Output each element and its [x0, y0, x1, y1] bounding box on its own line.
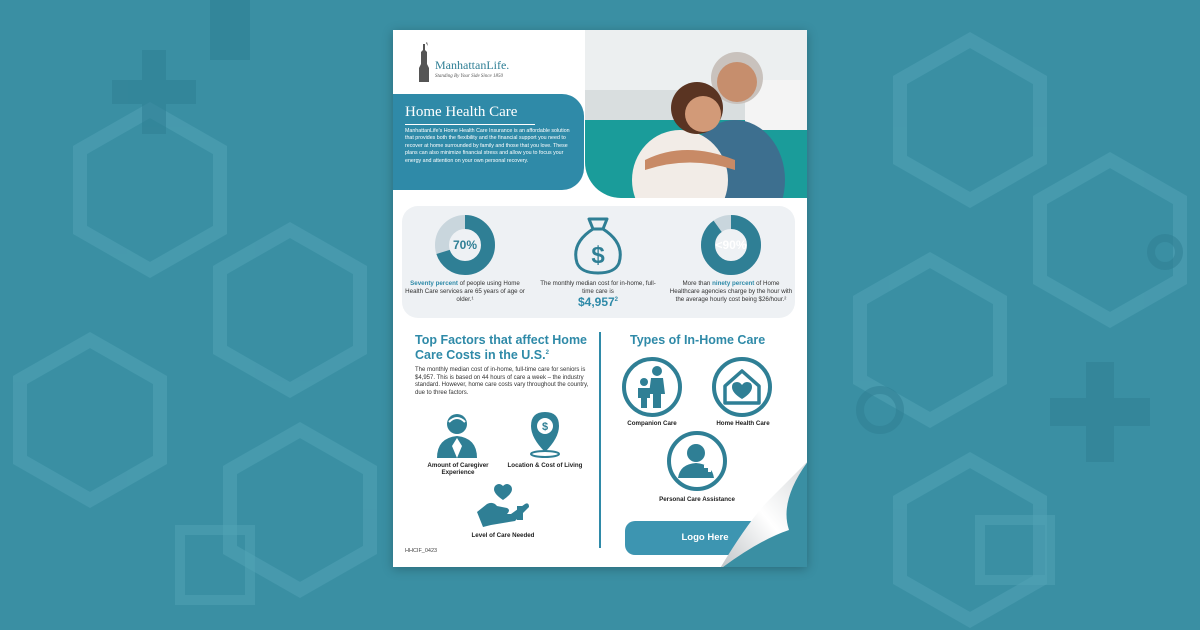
brand-name: ManhattanLife. — [435, 58, 510, 72]
stat-3-prefix: More than — [682, 280, 713, 287]
stat-1-highlight: Seventy percent — [410, 280, 458, 287]
logo-placeholder: Logo Here — [625, 521, 785, 555]
stat-1-rest: of people using Home Health Care services are 65 years of age or older.¹ — [405, 280, 525, 303]
intro-divider — [405, 124, 535, 125]
factors-body: The monthly median cost of in-home, full-time care for seniors is $4,957. This is based on 44 hours of care a week – the industry standard. However, home care costs vary throughout the country, due to three factors. — [415, 367, 589, 396]
brand-tagline: Standing By Your Side Since 1850 — [435, 74, 504, 79]
factors-title — [415, 334, 595, 362]
stat-3-highlight: ninety percent — [712, 280, 755, 287]
stat-1-value: 70% — [452, 238, 478, 252]
location-pin-icon — [527, 410, 563, 458]
column-divider — [599, 332, 601, 548]
stat-2-label: The monthly median cost for in-home, full-time care is — [540, 280, 656, 295]
document-code: HHCIF_0423 — [405, 548, 438, 554]
caring-hands-icon — [475, 482, 531, 528]
intro-title: Home Health Care — [405, 104, 518, 120]
type-companion-label: Companion Care — [627, 420, 677, 427]
stat-seventy-percent — [402, 206, 528, 318]
factor-location-label: Location & Cost of Living — [507, 462, 583, 469]
intro-body: ManhattanLife's Home Health Care Insurance is an affordable solution that provides both the flexibility and the financial support you need to recover at home surrounded by family and those that you love. These plans can also minimize financial stress and allow you to focus your energy and attention on your own personal recovery. — [405, 128, 570, 164]
factors-title-text: Top Factors that affect Home Care Costs in the U.S. — [415, 333, 588, 363]
stat-2-amount-value: $4,957 — [577, 295, 615, 309]
page-curl — [719, 460, 807, 567]
stat-2-text — [535, 280, 661, 309]
types-title: Types of In-Home Care — [630, 333, 766, 347]
factors-title-footnote: 2 — [545, 350, 549, 356]
intro-panel — [393, 94, 584, 190]
stat-ninety-percent — [668, 206, 794, 318]
stats-panel — [402, 206, 795, 318]
stat-3-rest: of Home Healthcare agencies charge by the hour with the average hourly cost being $26/hour.² — [669, 280, 793, 303]
statue-icon — [417, 42, 431, 82]
type-personal-care-label: Personal Care Assistance — [659, 496, 735, 503]
stat-3-value: <90% — [715, 238, 747, 252]
caregiver-icon — [435, 412, 479, 458]
hero-photo — [585, 30, 807, 198]
stat-1-text — [402, 280, 528, 304]
type-home-health-label: Home Health Care — [716, 420, 770, 427]
money-bag-icon — [567, 212, 629, 276]
svg-text:$: $ — [591, 242, 605, 269]
companion-care-icon — [621, 356, 683, 418]
stat-monthly-cost — [535, 206, 661, 318]
stat-2-amount — [535, 295, 661, 309]
svg-text:$: $ — [541, 421, 549, 433]
flyer-page — [393, 30, 807, 567]
home-heart-icon — [711, 356, 773, 418]
factor-level-label: Level of Care Needed — [471, 532, 535, 539]
stat-3-text — [668, 280, 794, 304]
stat-2-footnote: 2 — [614, 297, 619, 303]
factor-caregiver-label: Amount of Caregiver Experience — [427, 462, 489, 477]
